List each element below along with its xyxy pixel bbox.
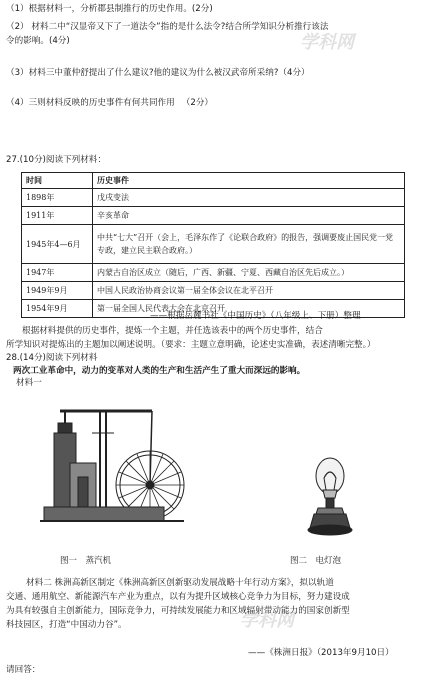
table-cell-event: 戊戌变法 — [93, 189, 405, 207]
q28-material2-source: ——《株洲日报》（2013年9月10日） — [248, 648, 394, 658]
q28-material2-line4: 科技园区，打造“中国动力谷”。 — [6, 620, 127, 630]
history-events-table — [21, 172, 405, 318]
table-cell-event: 内蒙古自治区成立（随后，广西、新疆、宁夏、西藏自治区先后成立。） — [93, 264, 405, 282]
steam-engine-figure — [40, 393, 185, 543]
table-row — [22, 282, 405, 300]
table-cell-year: 1954年9月 — [22, 300, 93, 318]
q27-instruction-line1: 根据材料提供的历史事件，提炼一个主题，并任选该表中的两个历史事件，结合 — [22, 326, 323, 336]
q28-material2-line2: 交通、通用航空、新能源汽车产业为重点，以有为提升区域核心竞争力为目标，努力建设成 — [6, 592, 350, 602]
table-cell-event: 中国人民政治协商会议第一届全体会议在北平召开 — [93, 282, 405, 300]
q26-part3: （3）材料三中董仲舒提出了什么建议?他的建议为什么被汉武帝所采纳?（4分） — [6, 68, 310, 78]
table-row — [22, 189, 405, 207]
q28-heading: 两次工业革命中，动力的变革对人类的生产和生活产生了重大而深远的影响。 — [13, 366, 306, 376]
q26-part2-line1: （2） 材料二中“汉显帝又下了一道法令”指的是什么法令?结合所学知识分析推行该法 — [6, 22, 329, 32]
q28-material2-line1: 材料二 株洲高新区制定《株洲高新区创新驱动发展战略十年行动方案》，拟以轨道 — [26, 578, 334, 588]
table-cell-event: 中共“七大”召开（会上，毛泽东作了《论联合政府》的报告，强调要废止国民党一党专政，建立民主联合政府。） — [93, 225, 405, 264]
q28-material2-line3: 为具有较强自主创新能力，国际竞争力，可持续发展能力和区域辐射带动能力的国家创新型 — [6, 606, 350, 616]
table-row — [22, 225, 405, 264]
q27-stem: 27.(10分)阅读下列材料： — [6, 155, 107, 165]
q27-source: ——根据岳麓书社《中国历史》（八年级上、下册）整理 — [150, 311, 361, 321]
q28-material1-label: 材料一 — [16, 378, 42, 388]
q27-instruction-line2: 所学知识对提炼出的主题加以阐述说明。（要求：主题立意明确，论述史实准确，表述清晰完整。） — [6, 340, 376, 350]
light-bulb-figure — [300, 448, 360, 543]
figure2-caption: 图二 电灯泡 — [290, 556, 342, 566]
q26-part2-line2: 令的影响。(4分) — [6, 36, 70, 46]
table-cell-year: 1898年 — [22, 189, 93, 207]
table-header-row — [22, 173, 405, 189]
table-cell-year: 1949年9月 — [22, 282, 93, 300]
q28-answer-prompt: 请回答： — [6, 665, 41, 675]
table-cell-year: 1945年4—6月 — [22, 225, 93, 264]
figure1-caption: 图一 蒸汽机 — [60, 556, 112, 566]
table-cell-year: 1911年 — [22, 207, 93, 225]
table-header-event: 历史事件 — [93, 173, 405, 189]
table-header-time: 时间 — [22, 173, 93, 189]
q26-part1: （1）根据材料一，分析郡县制推行的历史作用。(2分) — [6, 4, 213, 14]
q28-stem: 28.(14分)阅读下列材料 — [6, 353, 98, 363]
q26-part4: （4）三则材料反映的历史事件有何共同作用 （2分） — [6, 98, 214, 108]
table-cell-year: 1947年 — [22, 264, 93, 282]
watermark: 学科网 — [300, 32, 354, 53]
table-row — [22, 264, 405, 282]
table-row — [22, 207, 405, 225]
watermark: 学科网 — [240, 610, 294, 631]
table-cell-event: 辛亥革命 — [93, 207, 405, 225]
table-cell-event: 第一届全国人民代表大会在北京召开 — [93, 300, 405, 318]
